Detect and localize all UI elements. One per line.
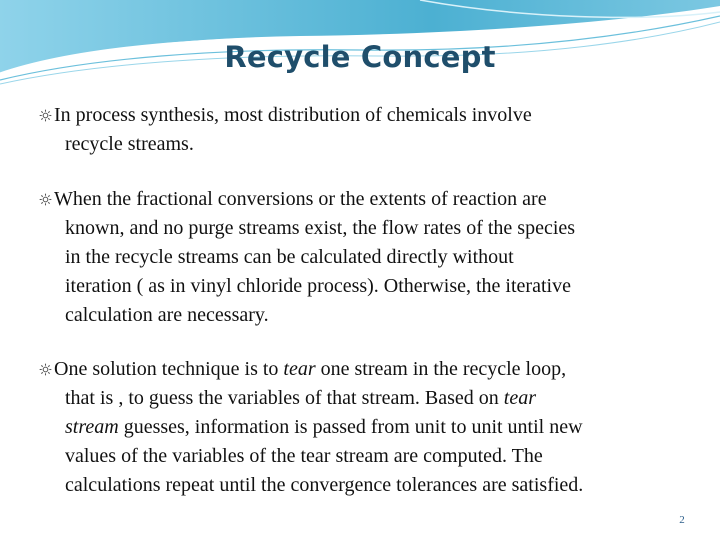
text-run: One solution technique is to — [54, 358, 284, 380]
sun-bullet-icon — [39, 109, 52, 122]
text-run: that is , to guess the variables of that stream. Based on — [65, 387, 504, 409]
sun-bullet-icon — [39, 193, 52, 206]
emphasis-stream: stream — [65, 416, 119, 438]
paragraph-line: iteration ( as in vinyl chloride process). Otherwise, the iterative — [65, 275, 571, 297]
bullet-paragraph-1 — [46, 101, 702, 159]
bullet-paragraph-2 — [46, 185, 702, 330]
sun-bullet-icon — [39, 363, 52, 376]
paragraph-line: calculations repeat until the convergence tolerances are satisfied. — [65, 474, 584, 496]
paragraph-line: In process synthesis, most distribution of chemicals involve — [54, 104, 532, 126]
text-run: guesses, information is passed from unit to unit until new — [118, 416, 583, 438]
paragraph-line — [46, 384, 702, 413]
paragraph-line: When the fractional conversions or the extents of reaction are — [54, 188, 547, 210]
paragraph-line: recycle streams. — [65, 133, 194, 155]
page-number: 2 — [679, 514, 685, 526]
paragraph-line: in the recycle streams can be calculated directly without — [65, 246, 514, 268]
emphasis-tear: tear — [283, 358, 316, 380]
bullet-paragraph-3 — [46, 355, 702, 500]
paragraph-line: known, and no purge streams exist, the flow rates of the species — [65, 217, 576, 239]
text-run: one stream in the recycle loop, — [315, 358, 567, 380]
paragraph-line — [46, 355, 702, 384]
paragraph-line: calculation are necessary. — [65, 304, 269, 326]
paragraph-line: values of the variables of the tear stream are computed. The — [65, 445, 543, 467]
paragraph-line — [46, 413, 702, 442]
slide-title: Recycle Concept — [224, 40, 496, 74]
emphasis-tear: tear — [503, 387, 537, 409]
